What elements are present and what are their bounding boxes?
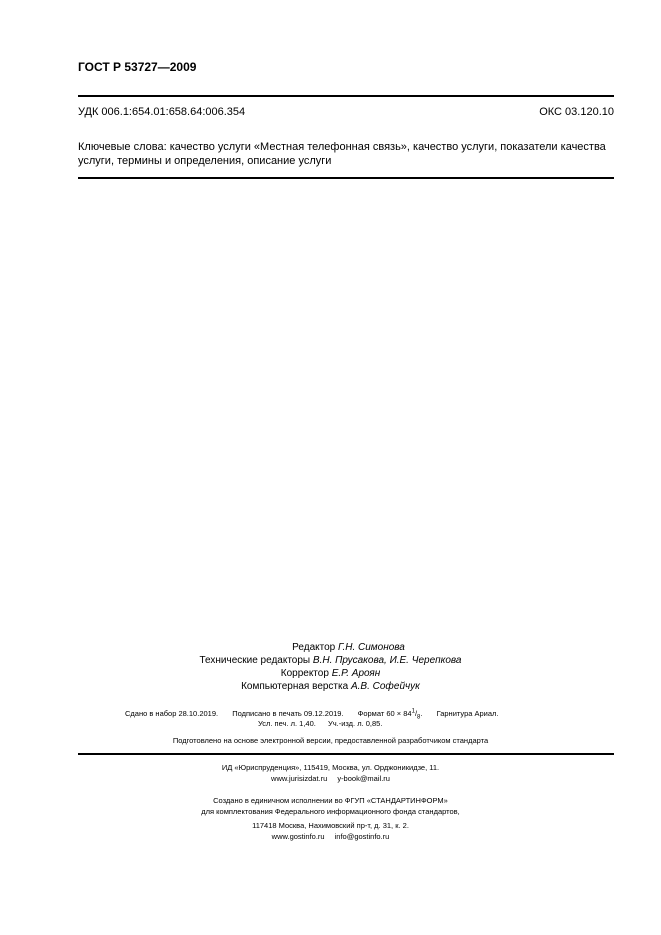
publisher-contacts xyxy=(0,773,661,784)
publisher-address: ИД «Юриспруденция», 115419, Москва, ул. Орджоникидзе, 11. xyxy=(221,763,440,772)
print-sheets: Усл. печ. л. 1,40. xyxy=(258,719,316,728)
producer-block xyxy=(0,795,661,817)
publishing-sheets: Уч.-изд. л. 0,85. xyxy=(327,719,383,728)
tech-editors-label: Технические редакторы xyxy=(199,655,313,666)
prepared-note: Подготовлено на основе электронной версии, предоставленной разработчиком стандарта xyxy=(172,736,489,745)
submitted-date: Сдано в набор 28.10.2019. xyxy=(125,708,219,718)
producer-line-2: для комплектования Федерального информационного фонда стандартов, xyxy=(201,807,460,816)
layout-name: А.В. Софейчук xyxy=(350,681,420,692)
publisher-email: y-book@mail.ru xyxy=(337,774,390,783)
oks-code: ОКС 03.120.10 xyxy=(539,106,614,118)
print-info-line-2 xyxy=(258,719,392,728)
keywords-divider xyxy=(78,177,614,179)
publisher-block xyxy=(0,762,661,784)
keywords-paragraph: Ключевые слова: качество услуги «Местная телефонная связь», качество услуги, показатели качества услуги, термины и определения, описание услуги xyxy=(78,141,606,167)
format-prefix: Формат 60 × 84 xyxy=(357,708,412,718)
format-denominator: 8 xyxy=(417,714,421,720)
publisher-site: www.jurisizdat.ru xyxy=(271,774,328,783)
format-numerator: 1 xyxy=(411,708,415,714)
layout-label: Компьютерная верстка xyxy=(241,681,351,692)
editor-label: Редактор xyxy=(292,642,338,653)
producer-contacts xyxy=(0,831,661,842)
format-suffix: . xyxy=(420,708,423,718)
paper-format xyxy=(358,709,423,718)
producer-email: info@gostinfo.ru xyxy=(334,832,390,841)
standard-code-header: ГОСТ Р 53727—2009 xyxy=(78,60,197,74)
bottom-divider xyxy=(78,753,614,755)
format-slash: / xyxy=(414,708,418,718)
editor-name: Г.Н. Симонова xyxy=(338,642,405,653)
typeface: Гарнитура Ариал. xyxy=(436,708,499,718)
signed-date: Подписано в печать 09.12.2019. xyxy=(232,708,344,718)
editor-line xyxy=(0,641,661,654)
top-divider xyxy=(78,95,614,97)
udk-code: УДК 006.1:654.01:658.64:006.354 xyxy=(78,106,246,118)
corrector-line xyxy=(0,667,661,680)
producer-site: www.gostinfo.ru xyxy=(271,832,325,841)
layout-line xyxy=(0,680,661,693)
tech-editors-names: В.Н. Прусакова, И.Е. Черепкова xyxy=(312,655,462,666)
corrector-name: Е.Р. Ароян xyxy=(331,668,381,679)
tech-editors-line xyxy=(0,654,661,667)
corrector-label: Корректор xyxy=(280,668,332,679)
producer-address: 117418 Москва, Нахимовский пр-т, д. 31, к. 2. xyxy=(252,821,409,830)
producer-line-1: Создано в единичном исполнении во ФГУП «СТАНДАРТИНФОРМ» xyxy=(213,796,448,805)
producer-contacts-block xyxy=(0,820,661,842)
credits-block xyxy=(0,641,661,693)
